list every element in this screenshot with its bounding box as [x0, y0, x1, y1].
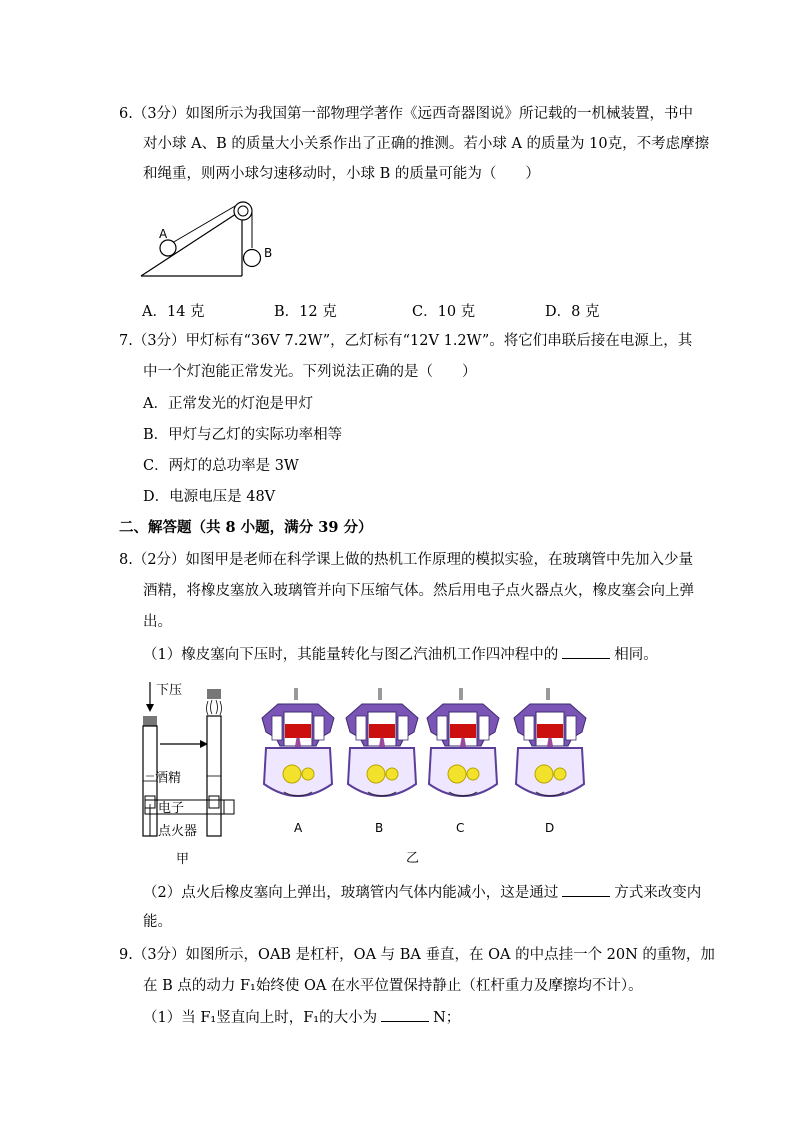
q6-line-3: 和绳重，则两小球匀速移动时，小球 B 的质量可能为（ ）	[143, 166, 540, 182]
q8-sub-2-text: （2）点火后橡皮塞向上弹出，玻璃管内气体内能减小，这是通过	[143, 885, 559, 901]
q9-line-2: 在 B 点的动力 F₁始终使 OA 在水平位置保持静止（杠杆重力及摩擦均不计）。	[143, 978, 643, 994]
q6-option-d[interactable]: D．8 克	[545, 304, 600, 320]
fig-caption-yi: 乙	[406, 851, 420, 866]
engine-label-c: C	[456, 821, 465, 835]
q7-option-c[interactable]: C．两灯的总功率是 3W	[143, 458, 299, 474]
press-label: 下压	[156, 683, 183, 698]
q9-sub-1-text: （1）当 F₁竖直向上时，F₁的大小为	[143, 1010, 378, 1026]
q8-line-2: 酒精，将橡皮塞放入玻璃管并向下压缩气体。然后用电子点火器点火，橡皮塞会向上弹	[143, 583, 694, 599]
q6-option-a[interactable]: A．14 克	[142, 304, 205, 320]
q6-option-b[interactable]: B．12 克	[274, 304, 337, 320]
q7-line-2: 中一个灯泡能正常发光。下列说法正确的是（ ）	[143, 364, 477, 380]
q6-option-c[interactable]: C．10 克	[412, 304, 476, 320]
ball-b-label: B	[264, 246, 273, 260]
q6-line-1: 6.（3分）如图所示为我国第一部物理学著作《远西奇器图说》所记载的一机械装置，书中	[119, 106, 694, 122]
q8-sub-1-tail: 相同。	[614, 647, 658, 663]
engine-label-b: B	[375, 821, 384, 835]
q6-pulley-figure	[138, 196, 278, 280]
section-heading: 二、解答题（共 8 小题，满分 39 分）	[119, 519, 373, 536]
q8-sub-1-text: （1）橡皮塞向下压时，其能量转化与图乙汽油机工作四冲程中的	[143, 647, 559, 663]
q8-sub-2-tail: 方式来改变内	[614, 885, 702, 901]
q8-sub-2-line-2: 能。	[143, 914, 172, 930]
fig-jia-apparatus	[128, 676, 238, 871]
alcohol-label: 酒精	[155, 771, 182, 786]
q8-answer-blank-1[interactable]	[562, 644, 610, 659]
q8-sub-1	[143, 644, 703, 665]
q7-option-d[interactable]: D．电源电压是 48V	[143, 489, 276, 505]
igniter-label-2: 点火器	[158, 824, 198, 839]
engine-label-a: A	[294, 821, 303, 835]
fig-yi-engines	[255, 688, 590, 868]
q8-line-3: 出。	[143, 614, 172, 630]
fig-caption-jia: 甲	[176, 852, 190, 867]
q9-line-1: 9.（3分）如图所示，OAB 是杠杆，OA 与 BA 垂直，在 OA 的中点挂一个 20N 的重物，加	[119, 947, 715, 963]
q7-line-1: 7.（3分）甲灯标有“36V 7.2W”，乙灯标有“12V 1.2W”。将它们串联后接在电源上，其	[119, 333, 693, 349]
q8-sub-2	[143, 882, 703, 903]
q8-answer-blank-2[interactable]	[562, 882, 610, 897]
q7-option-b[interactable]: B．甲灯与乙灯的实际功率相等	[143, 427, 343, 443]
q9-sub-1-tail: N；	[433, 1010, 461, 1026]
engine-label-d: D	[545, 821, 555, 835]
q8-line-1: 8.（2分）如图甲是老师在科学课上做的热机工作原理的模拟实验，在玻璃管中先加入少量	[119, 552, 694, 568]
igniter-label-1: 电子	[158, 801, 185, 816]
q9-sub-1	[143, 1007, 703, 1028]
q9-answer-blank-1[interactable]	[381, 1007, 429, 1022]
q7-option-a[interactable]: A．正常发光的灯泡是甲灯	[143, 396, 313, 412]
ball-a-label: A	[159, 227, 168, 241]
q6-line-2: 对小球 A、B 的质量大小关系作出了正确的推测。若小球 A 的质量为 10克，不考虑摩擦	[143, 136, 710, 152]
